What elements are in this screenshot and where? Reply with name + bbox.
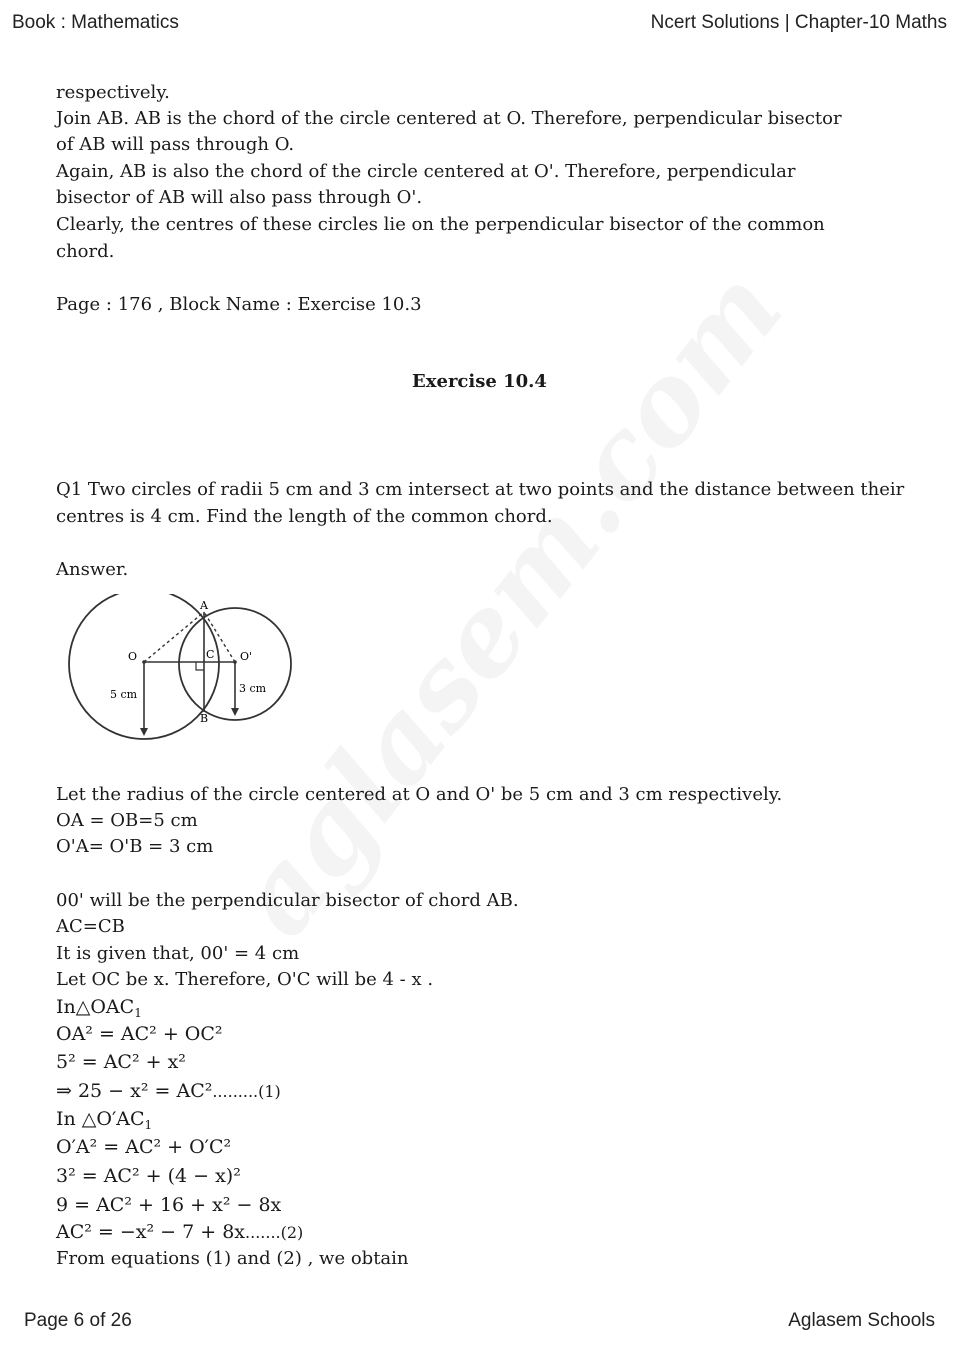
solution-line: 00' will be the perpendicular bisector of chord AB. — [56, 890, 519, 911]
intro-line: bisector of AB will also pass through O'. — [56, 187, 423, 208]
math-line-pythagoras-1: OA² = AC² + OC² — [56, 1023, 223, 1045]
math-text: In△OAC — [56, 996, 135, 1018]
math-text: In △O′AC — [56, 1108, 145, 1130]
label-o: O — [128, 650, 138, 663]
solution-line: Let the radius of the circle centered at O and O' be 5 cm and 3 cm respectively. — [56, 784, 783, 805]
footer-page-number: Page 6 of 26 — [24, 1310, 132, 1331]
solution-line: OA = OB=5 cm — [56, 810, 198, 831]
page-reference: Page : 176 , Block Name : Exercise 10.3 — [56, 294, 422, 315]
radius-small-arrow — [231, 708, 239, 716]
answer-label: Answer. — [56, 559, 129, 580]
radius-big-arrow — [140, 728, 148, 736]
solution-line: O'A= O'B = 3 cm — [56, 836, 214, 857]
math-text: AC² = −x² − 7 + 8x — [56, 1221, 246, 1243]
closing-line: From equations (1) and (2) , we obtain — [56, 1248, 409, 1269]
solution-line: AC=CB — [56, 916, 125, 937]
point-o-prime — [233, 660, 237, 664]
label-o-prime: O' — [240, 650, 253, 663]
math-line-pythagoras-2: 5² = AC² + x² — [56, 1051, 186, 1073]
intro-line: respectively. — [56, 82, 170, 103]
equation-tag: .......(2) — [245, 1223, 304, 1242]
header-chapter-title: Ncert Solutions | Chapter-10 Maths — [650, 12, 947, 33]
intro-line: Clearly, the centres of these circles lie on the perpendicular bisector of the common — [56, 214, 825, 235]
math-line-in-triangle-o-prime-ac — [56, 1106, 152, 1132]
solution-line: It is given that, 00' = 4 cm — [56, 943, 300, 964]
label-a: A — [200, 599, 208, 612]
label-radius-small: 3 cm — [239, 682, 267, 695]
label-radius-big: 5 cm — [110, 688, 138, 701]
point-o — [142, 660, 146, 664]
math-line-pythagoras-3: O′A² = AC² + O′C² — [56, 1136, 232, 1158]
dashed-oa — [144, 612, 204, 662]
equation-tag: .........(1) — [212, 1082, 281, 1101]
math-line-in-triangle-oac — [56, 994, 142, 1020]
header-book-title: Book : Mathematics — [12, 12, 179, 33]
math-line-expand: 9 = AC² + 16 + x² − 8x — [56, 1194, 282, 1216]
intro-line: chord. — [56, 241, 115, 262]
math-line-equation-1 — [56, 1078, 281, 1105]
solution-line: Let OC be x. Therefore, O'C will be 4 - x . — [56, 969, 434, 990]
math-line-pythagoras-4: 3² = AC² + (4 − x)² — [56, 1165, 241, 1187]
label-b: B — [200, 712, 209, 725]
label-c: C — [206, 648, 215, 661]
math-subscript: 1 — [144, 1118, 153, 1132]
intro-line: Join AB. AB is the chord of the circle centered at O. Therefore, perpendicular bisector — [56, 108, 842, 129]
intro-line: Again, AB is also the chord of the circle centered at O'. Therefore, perpendicular — [56, 161, 796, 182]
right-angle-mark — [196, 662, 204, 670]
footer-publisher: Aglasem Schools — [788, 1310, 935, 1331]
intro-line: of AB will pass through O. — [56, 134, 295, 155]
question-line: Q1 Two circles of radii 5 cm and 3 cm intersect at two points and the distance between their — [56, 479, 905, 500]
math-line-equation-2 — [56, 1219, 303, 1246]
exercise-heading: Exercise 10.4 — [412, 371, 547, 392]
two-circles-figure — [60, 594, 300, 744]
question-line: centres is 4 cm. Find the length of the common chord. — [56, 506, 553, 527]
math-text: ⇒ 25 − x² = AC² — [56, 1080, 213, 1102]
math-subscript: 1 — [134, 1006, 142, 1020]
